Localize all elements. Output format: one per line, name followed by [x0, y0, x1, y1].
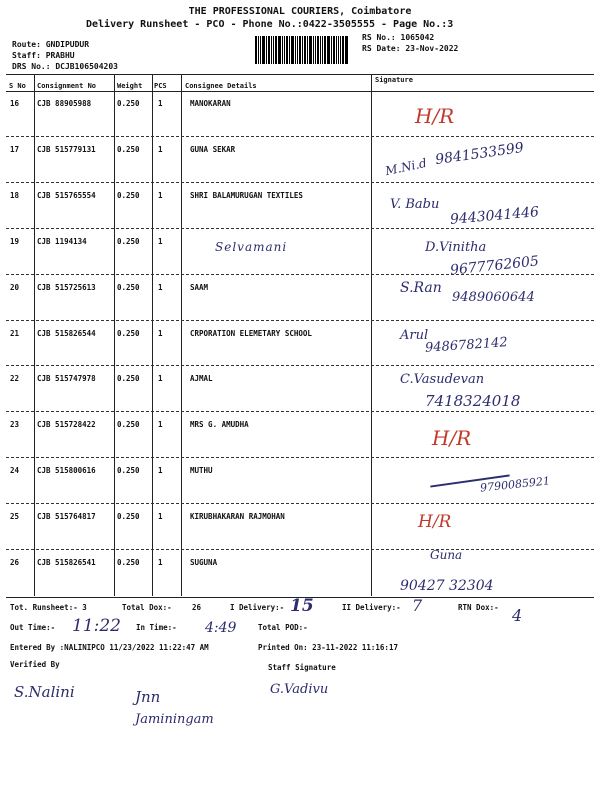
handwritten-signature: V. Babu — [390, 197, 440, 212]
col-header-consignment: Consignment No — [37, 82, 97, 90]
row-divider — [6, 549, 594, 550]
handwritten-phone: 9790085921 — [479, 474, 551, 495]
row-consignee: SHRI BALAMURUGAN TEXTILES — [190, 190, 303, 200]
barcode-bar — [322, 36, 323, 64]
row-consignee: AJMAL — [190, 374, 213, 384]
row-consignment: CJB 515765554 — [37, 190, 96, 200]
row-consignment: CJB 1194134 — [37, 236, 87, 246]
barcode-bar — [333, 36, 335, 64]
row-sno: 17 — [10, 144, 20, 154]
row-weight: 0.250 — [117, 236, 140, 246]
row-divider — [6, 182, 594, 183]
handwritten-hr: H/R — [432, 426, 472, 450]
staff-label: Staff: PRABHU — [12, 51, 75, 60]
total-dox-value: 26 — [192, 603, 202, 612]
handwritten-signature: Guna — [430, 548, 463, 562]
barcode-bar — [268, 36, 270, 64]
row-divider — [6, 503, 594, 504]
row-divider — [6, 274, 594, 275]
row-consignee: KIRUBHAKARAN RAJMOHAN — [190, 512, 285, 522]
barcode-bar — [342, 36, 344, 64]
barcode-bar — [327, 36, 330, 64]
table-top-border — [6, 74, 594, 75]
barcode-bar — [315, 36, 316, 64]
col-divider — [181, 74, 182, 596]
row-pcs: 1 — [158, 328, 163, 338]
barcode-bar — [299, 36, 301, 64]
barcode-bar — [340, 36, 341, 64]
row-pcs: 1 — [158, 190, 163, 200]
barcode-bar — [336, 36, 337, 64]
handwritten-signature: M.Ni.d — [384, 155, 428, 179]
barcode-bar — [295, 36, 296, 64]
total-dox-label: Total Dox:- — [122, 603, 172, 612]
barcode-bar — [297, 36, 298, 64]
barcode-bar — [266, 36, 267, 64]
handwritten-phone: 9841533599 — [434, 139, 525, 169]
barcode-bar — [289, 36, 290, 64]
row-divider — [6, 228, 594, 229]
handwritten-phone: 90427 32304 — [400, 578, 494, 594]
handwritten-signature: S.Ran — [400, 280, 442, 296]
initials-mark: Jnn — [135, 688, 161, 706]
row-consignee: CRPORATION ELEMETARY SCHOOL — [190, 328, 312, 338]
row-divider — [6, 411, 594, 412]
col-header-signature: Signature — [375, 76, 413, 84]
rs-date: RS Date: 23-Nov-2022 — [362, 44, 459, 53]
barcode-bar — [302, 36, 303, 64]
barcode-bar — [345, 36, 348, 64]
handwritten-hr: H/R — [418, 512, 452, 532]
barcode-bar — [307, 36, 308, 64]
barcode-bar — [304, 36, 306, 64]
row-pcs: 1 — [158, 236, 163, 246]
handwritten-phone: 7418324018 — [425, 392, 521, 410]
barcode-bar — [338, 36, 339, 64]
barcode-bar — [309, 36, 312, 64]
row-consignee: SAAM — [190, 282, 209, 292]
row-weight: 0.250 — [117, 99, 140, 108]
col-divider — [114, 74, 115, 596]
in-time-value: 4:49 — [205, 620, 237, 636]
barcode-bar — [291, 36, 294, 64]
extra-signature: Jaminingam — [135, 712, 214, 727]
barcode-bar — [255, 36, 257, 64]
runsheet-subtitle: Delivery Runsheet - PCO - Phone No.:0422-3505555 - Page No.:3 — [86, 19, 454, 30]
row-pcs: 1 — [158, 144, 163, 154]
handwritten-signature: Arul — [400, 328, 429, 343]
barcode-bar — [275, 36, 277, 64]
header-bottom-border — [6, 91, 594, 92]
handwritten-phone: 9443041446 — [449, 204, 540, 228]
row-pcs: 1 — [158, 466, 163, 476]
row-pcs: 1 — [158, 99, 163, 108]
row-pcs: 1 — [158, 374, 163, 384]
row-weight: 0.250 — [117, 374, 140, 384]
handwritten-phone: 9677762605 — [449, 253, 540, 279]
barcode-bar — [260, 36, 261, 64]
barcode-bar — [271, 36, 272, 64]
barcode-bar — [331, 36, 332, 64]
row-consignee: GUNA SEKAR — [190, 144, 236, 154]
ii-delivery-value: 7 — [412, 596, 423, 615]
printed-on: Printed On: 23-11-2022 11:16:17 — [258, 643, 398, 652]
staff-signature-label: Staff Signature — [268, 663, 336, 672]
barcode-bar — [262, 36, 265, 64]
row-weight: 0.250 — [117, 420, 140, 430]
barcode-bar — [278, 36, 281, 64]
col-divider — [152, 74, 153, 596]
row-weight: 0.250 — [117, 190, 140, 200]
row-divider — [6, 457, 594, 458]
row-weight: 0.250 — [117, 328, 140, 338]
row-divider — [6, 136, 594, 137]
col-divider — [371, 74, 372, 596]
row-weight: 0.250 — [117, 558, 140, 567]
row-consignment: CJB 515728422 — [37, 420, 96, 430]
handwritten-signature: C.Vasudevan — [400, 372, 485, 387]
staff-signature: G.Vadivu — [270, 682, 329, 697]
handwritten-consignee: Selvamani — [215, 240, 288, 254]
row-sno: 24 — [10, 466, 20, 476]
row-sno: 25 — [10, 512, 20, 522]
barcode-bar — [320, 36, 321, 64]
drs-number: DRS No.: DCJB106504203 — [12, 62, 118, 71]
row-sno: 23 — [10, 420, 20, 430]
barcode-bar — [273, 36, 274, 64]
verified-signature: S.Nalini — [14, 683, 75, 701]
row-divider — [6, 320, 594, 321]
barcode — [255, 36, 355, 64]
row-sno: 20 — [10, 282, 20, 292]
col-header-consignee: Consignee Details — [185, 82, 257, 90]
row-consignment: CJB 515779131 — [37, 144, 96, 154]
i-delivery-value: 15 — [290, 596, 314, 616]
row-consignment: CJB 515800616 — [37, 466, 96, 476]
handwritten-phone: 9489060644 — [452, 290, 535, 305]
row-consignment: CJB 515725613 — [37, 282, 96, 292]
total-pod-label: Total POD:- — [258, 623, 308, 632]
row-weight: 0.250 — [117, 512, 140, 522]
rs-number: RS No.: 1065042 — [362, 33, 435, 42]
row-consignee: SUGUNA — [190, 558, 218, 567]
out-time-label: Out Time:- — [10, 623, 56, 632]
row-pcs: 1 — [158, 558, 163, 567]
row-pcs: 1 — [158, 282, 163, 292]
col-header-weight: Weight — [117, 82, 143, 90]
barcode-bar — [284, 36, 285, 64]
row-consignment: CJB 88905988 — [37, 99, 92, 108]
barcode-bar — [317, 36, 319, 64]
row-sno: 22 — [10, 374, 20, 384]
col-divider — [34, 74, 35, 596]
ii-delivery-label: II Delivery:- — [342, 603, 401, 612]
row-pcs: 1 — [158, 512, 163, 522]
row-consignment: CJB 515747978 — [37, 374, 96, 384]
row-consignment: CJB 515764817 — [37, 512, 96, 522]
barcode-bar — [286, 36, 288, 64]
row-sno: 18 — [10, 190, 20, 200]
barcode-bar — [313, 36, 314, 64]
rtn-dox-label: RTN Dox:- — [458, 603, 499, 612]
row-sno: 26 — [10, 558, 20, 567]
out-time-value: 11:22 — [72, 616, 121, 636]
barcode-bar — [324, 36, 326, 64]
handwritten-phone: 9486782142 — [424, 335, 509, 356]
handwritten-signature: D.Vinitha — [425, 240, 487, 255]
row-consignee: MRS G. AMUDHA — [190, 420, 249, 430]
handwritten-hr: H/R — [415, 104, 455, 128]
barcode-bar — [258, 36, 259, 64]
total-runsheet: Tot. Runsheet:- 3 — [10, 603, 87, 612]
verified-by-label: Verified By — [10, 660, 60, 669]
row-sno: 19 — [10, 236, 20, 246]
in-time-label: In Time:- — [136, 623, 177, 632]
barcode-bar — [282, 36, 283, 64]
i-delivery-label: I Delivery:- — [230, 603, 285, 612]
row-weight: 0.250 — [117, 466, 140, 476]
row-pcs: 1 — [158, 420, 163, 430]
row-sno: 16 — [10, 99, 20, 108]
col-header-sno: S No — [9, 82, 26, 90]
row-divider — [6, 365, 594, 366]
row-consignment: CJB 515826541 — [37, 558, 96, 567]
route-label: Route: GNDIPUDUR — [12, 40, 90, 49]
row-weight: 0.250 — [117, 282, 140, 292]
row-weight: 0.250 — [117, 144, 140, 154]
row-consignee: MUTHU — [190, 466, 213, 476]
company-title: THE PROFESSIONAL COURIERS, Coimbatore — [188, 6, 412, 17]
entered-by: Entered By :NALINIPCO 11/23/2022 11:22:47 AM — [10, 643, 209, 652]
rtn-dox-value: 4 — [512, 606, 523, 625]
row-consignee: MANOKARAN — [190, 99, 231, 108]
row-sno: 21 — [10, 328, 20, 338]
row-consignment: CJB 515826544 — [37, 328, 96, 338]
col-header-pcs: PCS — [154, 82, 167, 90]
